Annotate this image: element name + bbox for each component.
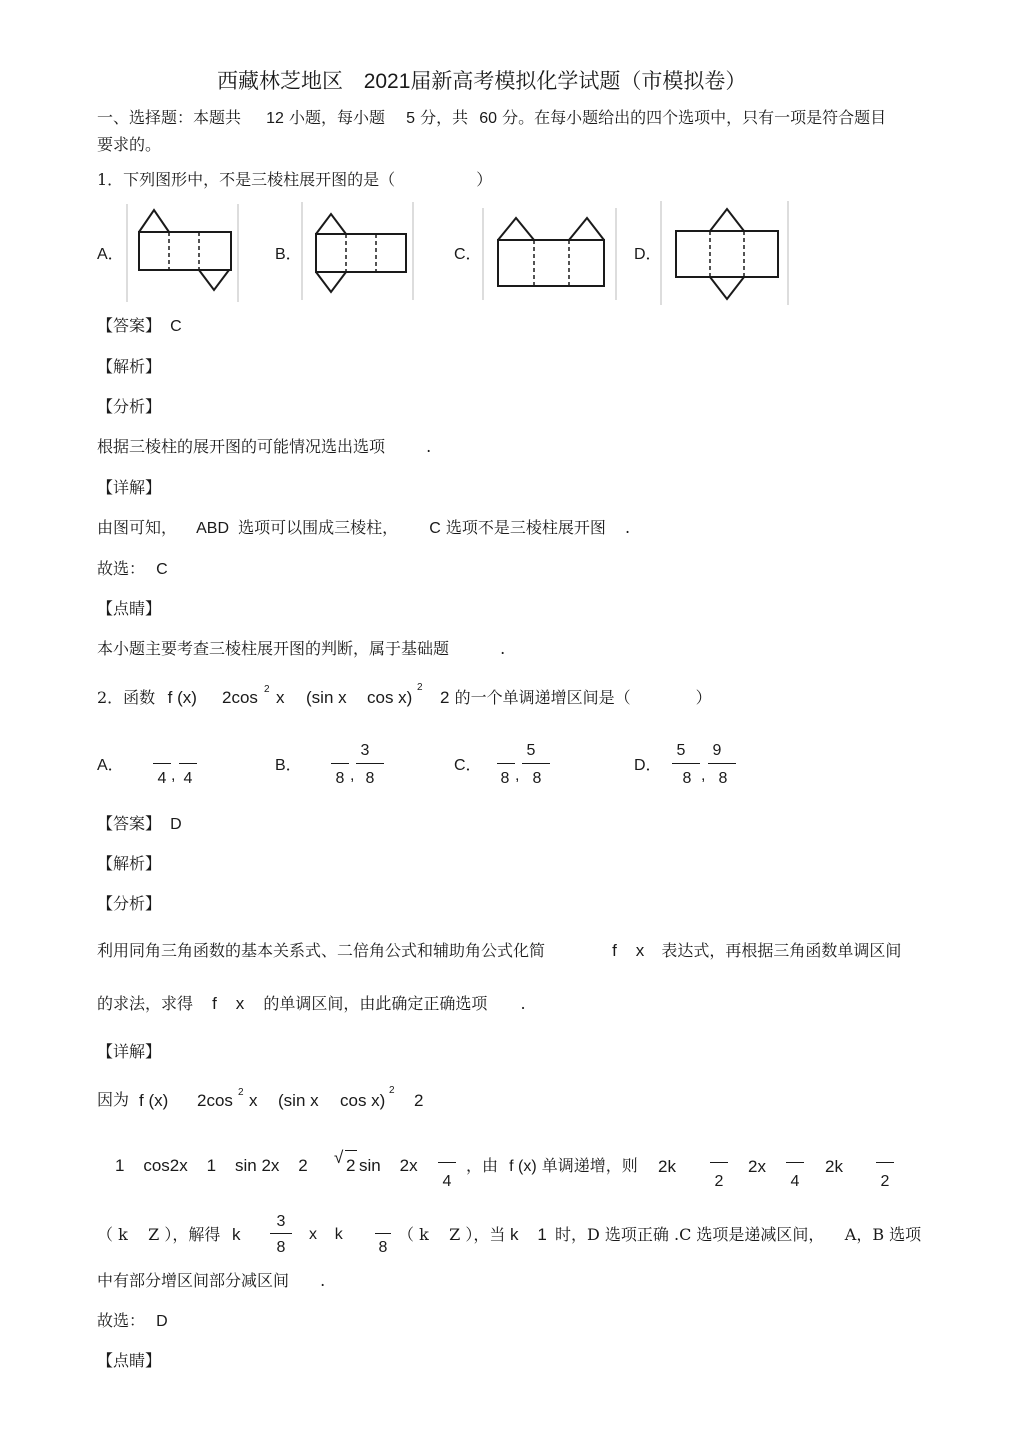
q2-l2-text bbox=[466, 1156, 638, 1177]
q2-c-frac1-den: 8 bbox=[500, 770, 510, 787]
q2-option-d-label: D． bbox=[634, 757, 662, 774]
title-rest: 2021届新高考模拟化学试题（市模拟卷） bbox=[363, 70, 747, 93]
q2-l4-text: 中有部分增区间部分减区间 bbox=[97, 1271, 290, 1290]
q1-xj-option-c: C bbox=[429, 520, 441, 537]
q2-l3-frac-bar bbox=[270, 1233, 292, 1234]
q2-l3-a: （ k Z ），解得 bbox=[97, 1225, 221, 1244]
q2-guxuan-label: 故选： bbox=[97, 1311, 146, 1330]
q2-d-sinx: (sin x bbox=[278, 1091, 319, 1110]
q2-d-minus-2: 2 bbox=[414, 1091, 424, 1110]
q1-figure-d bbox=[660, 201, 790, 305]
q1-figure-a bbox=[126, 204, 240, 302]
q2-l3-frac-den: 8 bbox=[276, 1239, 286, 1256]
q1-fenxi bbox=[97, 437, 431, 457]
q2-c-comma: , bbox=[515, 767, 520, 784]
q2-b-comma: , bbox=[350, 767, 355, 784]
q2-c-frac1-bar bbox=[497, 763, 515, 764]
q2-jiexi-label: 【解析】 bbox=[97, 854, 162, 873]
q2-fenxi-fx: f x bbox=[612, 941, 645, 960]
q2-d-frac2-num: 9 bbox=[712, 742, 722, 759]
q2-l4 bbox=[97, 1271, 325, 1291]
q2-l2-2x: 2x bbox=[748, 1157, 766, 1176]
q2-stem-end bbox=[440, 688, 712, 708]
q2-guxuan-answer: D bbox=[156, 1313, 168, 1330]
q2-b-frac2-den: 8 bbox=[365, 770, 375, 787]
q2-d-sq-exp-2: 2 bbox=[389, 1085, 395, 1096]
q2-d-x: x bbox=[249, 1091, 258, 1110]
q2-sinx: (sin x bbox=[306, 688, 347, 707]
q2-a-frac1-den: 4 bbox=[157, 770, 167, 787]
q2-option-a-label: A． bbox=[97, 757, 124, 774]
q2-l2-frac3-den: 4 bbox=[790, 1173, 800, 1190]
q1-xiangjie bbox=[97, 518, 630, 539]
q2-answer-value: D bbox=[170, 816, 182, 833]
q2-d-sq-exp: 2 bbox=[238, 1087, 244, 1098]
q2-fenxi-dot: . bbox=[520, 994, 526, 1013]
q2-b-frac2-bar bbox=[356, 763, 384, 764]
q2-l3-d: 时，D 选项正确 .C 选项是递减区间， A，B 选项 bbox=[555, 1225, 922, 1244]
q2-l2-expr: 1 cos2x 1 sin 2x 2 bbox=[115, 1156, 308, 1175]
q1-answer-value: C bbox=[170, 318, 182, 335]
q2-c-frac2-num: 5 bbox=[526, 742, 536, 759]
q1-xj-dot: . bbox=[624, 518, 631, 537]
q2-option-b-label: B． bbox=[275, 757, 302, 774]
q2-l2-frac2-bar bbox=[710, 1162, 728, 1163]
q2-x: x bbox=[276, 688, 285, 707]
q2-l2-sqrt-sign: √ bbox=[334, 1148, 344, 1167]
q1-option-b-label: B． bbox=[275, 246, 302, 263]
q2-stem bbox=[97, 688, 197, 709]
q2-stem-end-text: 的一个单调递增区间是（ bbox=[454, 688, 631, 707]
q2-d-frac2-den: 8 bbox=[718, 770, 728, 787]
q2-l2-fx: f (x) bbox=[509, 1158, 537, 1175]
q1-stem-text: 1．下列图形中，不是三棱柱展开图的是（ bbox=[97, 170, 396, 189]
q2-c-frac2-bar bbox=[522, 763, 550, 764]
q1-xiangjie-label: 【详解】 bbox=[97, 478, 162, 497]
q2-l4-dot: . bbox=[320, 1271, 326, 1290]
q2-d-2cos: 2cos bbox=[197, 1091, 233, 1110]
q1-option-c-label: C． bbox=[454, 246, 482, 263]
q2-fenxi-label: 【分析】 bbox=[97, 894, 162, 913]
q2-dianjing-label: 【点睛】 bbox=[97, 1351, 162, 1370]
q1-xj-abd: ABD bbox=[196, 520, 230, 537]
q2-l3-frac-num: 3 bbox=[276, 1213, 286, 1230]
section-intro bbox=[97, 108, 886, 129]
intro-text-a: 一、选择题：本题共 bbox=[97, 108, 242, 127]
q2-c-frac2-den: 8 bbox=[532, 770, 542, 787]
q1-jiexi-label: 【解析】 bbox=[97, 357, 162, 376]
q2-l2-frac4-den: 2 bbox=[880, 1173, 890, 1190]
q2-fenxi-line1 bbox=[97, 941, 901, 961]
intro-num-5: 5 bbox=[406, 110, 416, 127]
q2-d-frac1-num: 5 bbox=[676, 742, 686, 759]
intro-text-d: 分。在每小题给出的四个选项中，只有一项是符合题目 bbox=[502, 108, 887, 127]
q2-f: f (x) bbox=[167, 688, 197, 707]
intro-text-b: 小题，每小题 bbox=[289, 108, 386, 127]
q2-guxuan bbox=[97, 1311, 168, 1332]
q2-l2-2k-b: 2k bbox=[825, 1157, 843, 1176]
q2-l3-frac2-den: 8 bbox=[378, 1239, 388, 1256]
intro-text-c: 分，共 bbox=[420, 108, 469, 127]
q2-a-frac2-bar bbox=[179, 763, 197, 764]
q1-dianjing bbox=[97, 639, 505, 659]
q2-d-frac1-bar bbox=[672, 763, 700, 764]
q2-fenxi-line2 bbox=[97, 994, 526, 1014]
q2-b-frac1-bar bbox=[331, 763, 349, 764]
q1-xj-e: 选项不是三棱柱展开图 bbox=[445, 518, 606, 537]
q2-l3-xk: x k bbox=[309, 1226, 343, 1243]
q2-a-frac1-bar bbox=[153, 763, 171, 764]
intro-num-12: 12 bbox=[266, 110, 284, 127]
title-place: 西藏林芝地区 bbox=[217, 69, 343, 93]
q2-l3-k: k bbox=[232, 1225, 241, 1244]
q1-figure-c bbox=[482, 208, 618, 300]
q2-d-frac2-bar bbox=[708, 763, 736, 764]
q2-l3-b: （ k Z ），当 bbox=[398, 1225, 506, 1244]
q1-xj-a: 由图可知， bbox=[97, 518, 178, 537]
q1-dianjing-dot: . bbox=[500, 639, 506, 658]
q2-b-frac2-num: 3 bbox=[360, 742, 370, 759]
q2-fenxi-a: 利用同角三角函数的基本关系式、二倍角公式和辅助角公式化简 bbox=[97, 941, 546, 960]
q1-guxuan-answer: C bbox=[156, 561, 168, 578]
q2-l2-you: ，由 bbox=[466, 1156, 499, 1175]
q2-sq-exp-2: 2 bbox=[417, 682, 423, 693]
q1-xj-c: 选项可以围成三棱柱， bbox=[238, 518, 399, 537]
q2-l2-frac-bar bbox=[438, 1162, 456, 1163]
q2-b-frac1-den: 8 bbox=[335, 770, 345, 787]
q2-l2-frac2-den: 2 bbox=[714, 1173, 724, 1190]
q2-answer bbox=[97, 814, 182, 835]
q2-num: 2．函数 bbox=[97, 688, 156, 707]
q2-d-comma: , bbox=[701, 767, 706, 784]
q1-dianjing-label: 【点睛】 bbox=[97, 599, 162, 618]
q1-stem-close: ） bbox=[476, 170, 493, 189]
q2-answer-label: 【答案】 bbox=[97, 814, 162, 833]
q2-l2-sqrt-2: 2 bbox=[346, 1156, 356, 1175]
q2-l2-zeng: 单调递增，则 bbox=[541, 1156, 638, 1175]
q2-l2-frac3-bar bbox=[786, 1162, 804, 1163]
q2-l2-sin2x: sin 2x bbox=[359, 1156, 418, 1175]
q1-option-a-label: A． bbox=[97, 246, 124, 263]
q2-cosx: cos x) bbox=[367, 688, 413, 707]
q1-fenxi-text: 根据三棱柱的展开图的可能情况选出选项 bbox=[97, 437, 386, 456]
q2-l2-frac-den: 4 bbox=[442, 1173, 452, 1190]
q2-fenxi-c: 的求法，求得 bbox=[97, 994, 194, 1013]
q2-l3-k1: k 1 bbox=[510, 1225, 547, 1244]
q2-sq-exp: 2 bbox=[264, 684, 270, 695]
q1-option-d-label: D． bbox=[634, 246, 662, 263]
intro-num-60: 60 bbox=[479, 110, 498, 127]
q2-d-cosx: cos x) bbox=[340, 1091, 386, 1110]
doc-title bbox=[217, 68, 746, 95]
q2-fenxi-d: 的单调区间，由此确定正确选项 bbox=[263, 994, 488, 1013]
q2-a-comma: , bbox=[171, 767, 176, 784]
q1-figure-b bbox=[301, 202, 415, 300]
q2-xiangjie-label: 【详解】 bbox=[97, 1042, 162, 1061]
q2-l3-frac2-bar bbox=[375, 1233, 391, 1234]
intro-line-2: 要求的。 bbox=[97, 135, 162, 154]
q2-fenxi-b: 表达式，再根据三角函数单调区间 bbox=[661, 941, 902, 960]
q1-guxuan bbox=[97, 559, 168, 580]
q2-l2-frac4-bar bbox=[876, 1162, 894, 1163]
q1-answer-label: 【答案】 bbox=[97, 316, 162, 335]
q2-option-c-label: C． bbox=[454, 757, 482, 774]
q2-a-frac2-den: 4 bbox=[183, 770, 193, 787]
q2-d-f: f (x) bbox=[139, 1091, 169, 1110]
q1-fenxi-dot: . bbox=[426, 437, 432, 456]
q2-yinwei: 因为 bbox=[97, 1090, 130, 1109]
q1-stem bbox=[97, 170, 492, 190]
q2-2cos: 2cos bbox=[222, 688, 258, 707]
q1-dianjing-text: 本小题主要考查三棱柱展开图的判断，属于基础题 bbox=[97, 639, 450, 658]
q2-minus-2: 2 bbox=[440, 688, 450, 707]
q1-guxuan-label: 故选： bbox=[97, 559, 146, 578]
q2-stem-close: ） bbox=[695, 688, 712, 707]
q1-answer bbox=[97, 316, 182, 337]
q1-fenxi-label: 【分析】 bbox=[97, 397, 162, 416]
q2-l2-sqrt-bar bbox=[345, 1150, 357, 1151]
q2-fenxi-fx-2: f x bbox=[212, 994, 245, 1013]
q2-d-frac1-den: 8 bbox=[682, 770, 692, 787]
q2-l2-2k: 2k bbox=[658, 1157, 676, 1176]
